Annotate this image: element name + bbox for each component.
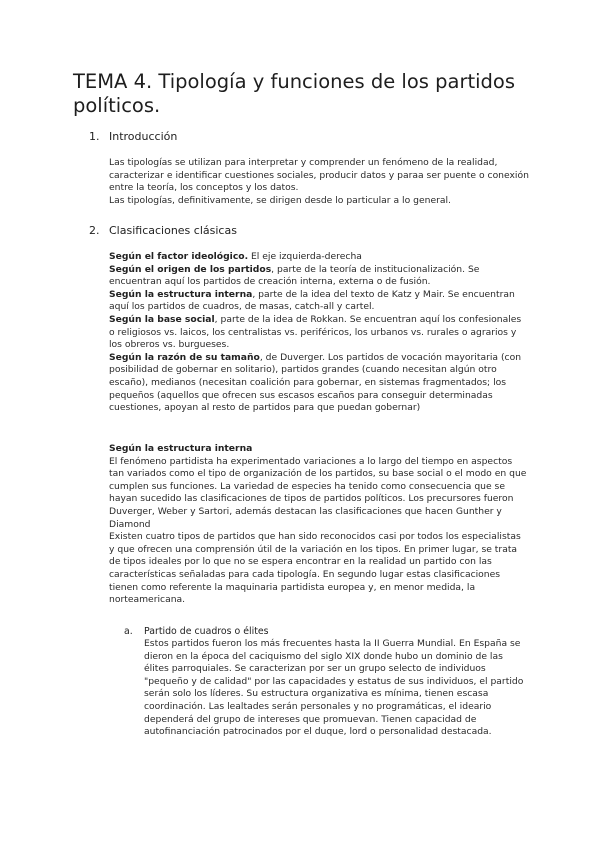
classification-item: [109, 251, 529, 264]
subitem-body: [144, 638, 529, 739]
classification-item: [109, 352, 529, 415]
estructura-interna-body: [109, 443, 529, 607]
page-title: TEMA 4. Tipología y funciones de los partidos políticos.: [73, 70, 515, 117]
subitem-title: Partido de cuadros o élites: [144, 626, 269, 637]
paragraph: El fenómeno partidista ha experimentado variaciones a lo largo del tiempo en aspectos tan variados como el tipo de organización de los partidos, su base social o el modo en que cumplen sus funciones. La variedad de especies ha tenido como consecuencia que se hayan sucedido las clasificaciones de tipos de partidos políticos. Los precursores fueron Duverger, Weber y Sartori, además destacan las clasificaciones que hacen Gunther y Diamond: [109, 455, 527, 530]
clasificaciones-list: [109, 251, 529, 415]
item-text: El eje izquierda-derecha: [248, 251, 362, 262]
section-title: Clasificaciones clásicas: [109, 224, 237, 237]
subitem-heading: [124, 626, 269, 639]
paragraph: Estos partidos fueron los más frecuentes hasta la II Guerra Mundial. En España se dieron en la época del caciquismo del siglo XIX donde hubo un dominio de las élites parroquiales. Se caracterizan por ser un grupo selecto de individuos "pequeño y de calidad" por las capacidades y estatus de sus individuos, el partido serán solo los líderes. Su estructura organizativa es mínima, tienen escasa coordinación. Las lealtades serán personales y no programáticas, el ideario dependerá del grupo de intereses que promuevan. Tienen capacidad de autofinanciación patrocinados por el duque, lord o personalidad destacada.: [144, 638, 524, 738]
item-lead: Según el origen de los partidos: [109, 263, 272, 275]
section-heading-introduccion: [89, 130, 177, 144]
item-text: , de Duverger. Los partidos de vocación mayoritaria (con posibilidad de gobernar en solitario), partidos grandes (cuando necesitan algún otro escaño), medianos (necesitan coalición para gobernar, en sistemas fragmentados; los pequeños (aquellos que ofrecen sus escasos escaños para conseguir determinadas cuestiones, apoyan al resto de partidos para que puedan gobernar): [109, 351, 522, 414]
subitem-letter: a.: [124, 626, 133, 637]
item-text: , parte de la idea del texto de Katz y Mair. Se encuentran aquí los partidos de cuadros, de masas, catch-all y cartel.: [109, 288, 515, 313]
subsection-heading: Según la estructura interna: [109, 443, 253, 454]
paragraph: Las tipologías, definitivamente, se dirigen desde lo particular a lo general.: [109, 194, 451, 206]
classification-item: [109, 289, 529, 314]
section-number: 1.: [89, 130, 100, 143]
paragraph: Existen cuatro tipos de partidos que han sido reconocidos casi por todos los especialistas y que ofrecen una comprensión útil de la variación en los tipos. En primer lugar, se trata de tipos ideales por lo que no se espera encontrar en la realidad un partido con las características señaladas para cada tipología. En segundo lugar estas clasificaciones tienen como referente la maquinaria partidista europea y, en menor medida, la norteamericana.: [109, 531, 521, 606]
section-heading-clasificaciones: [89, 224, 237, 238]
introduccion-body: [109, 157, 529, 207]
item-lead: Según la base social: [109, 313, 215, 325]
section-title: Introducción: [109, 130, 178, 143]
item-lead: Según la estructura interna: [109, 288, 253, 300]
paragraph: Las tipologías se utilizan para interpretar y comprender un fenómeno de la realidad, caracterizar e identificar cuestiones sociales, producir datos y paraa ser puente o conexión entre la teoría, los conceptos y los datos.: [109, 157, 529, 194]
classification-item: [109, 314, 529, 352]
item-text: , parte de la idea de Rokkan. Se encuentran aquí los confesionales o religiosos vs. laicos, los centralistas vs. periféricos, los urbanos vs. rurales o agrarios y los obreros vs. burgueses.: [109, 313, 522, 351]
item-lead: Según la razón de su tamaño: [109, 351, 260, 363]
item-text: , parte de la teoría de institucionalización. Se encuentran aquí los partidos de creación interna, externa o de fusión.: [109, 263, 480, 288]
section-number: 2.: [89, 224, 100, 237]
item-lead: Según el factor ideológico.: [109, 251, 249, 262]
classification-item: [109, 264, 529, 289]
